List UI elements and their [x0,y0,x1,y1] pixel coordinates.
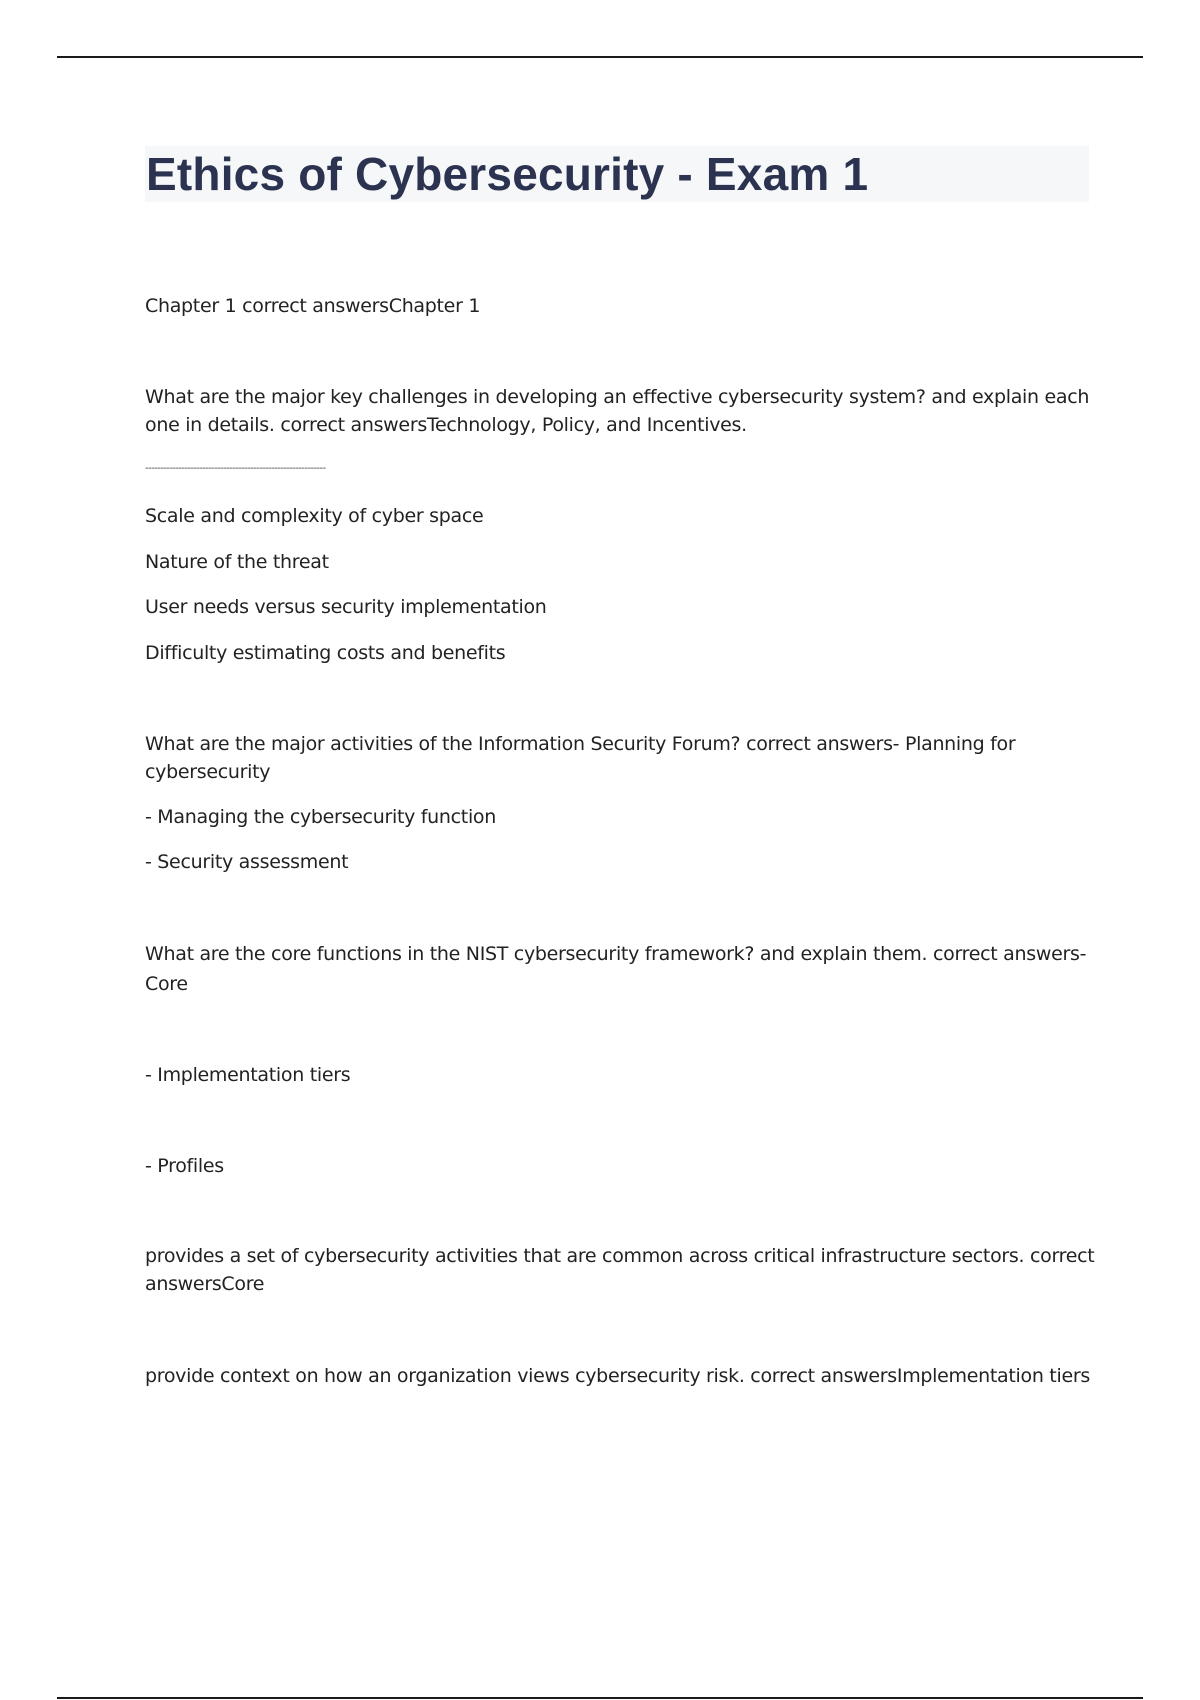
question-4-line-2: answersCore [145,1273,265,1295]
chapter-heading: Chapter 1 correct answersChapter 1 [145,295,481,317]
document-title: Ethics of Cybersecurity - Exam 1 [146,148,869,200]
separator-line: ------------------------------------------------------------ [145,463,326,474]
activity-item-2: - Security assessment [145,851,349,873]
question-5-line-1: provide context on how an organization views cybersecurity risk. correct answersImplementation tiers [145,1365,1090,1387]
question-3-line-1: What are the core functions in the NIST cybersecurity framework? and explain them. correct answers- [145,943,1087,965]
bottom-rule [57,1697,1143,1699]
challenge-item-3: User needs versus security implementation [145,596,547,618]
top-rule [57,56,1143,58]
nist-item-2: - Profiles [145,1155,224,1177]
question-3-line-2: Core [145,973,188,995]
question-2-line-2: cybersecurity [145,761,271,783]
question-1-line-1: What are the major key challenges in developing an effective cybersecurity system? and explain each [145,386,1090,408]
activity-item-1: - Managing the cybersecurity function [145,806,496,828]
challenge-item-4: Difficulty estimating costs and benefits [145,642,506,664]
challenge-item-1: Scale and complexity of cyber space [145,505,484,527]
question-2-line-1: What are the major activities of the Information Security Forum? correct answers- Planning for [145,733,1016,755]
challenge-item-2: Nature of the threat [145,551,329,573]
question-1-line-2: one in details. correct answersTechnology, Policy, and Incentives. [145,414,747,436]
nist-item-1: - Implementation tiers [145,1064,351,1086]
question-4-line-1: provides a set of cybersecurity activities that are common across critical infrastructure sectors. correct [145,1245,1095,1267]
